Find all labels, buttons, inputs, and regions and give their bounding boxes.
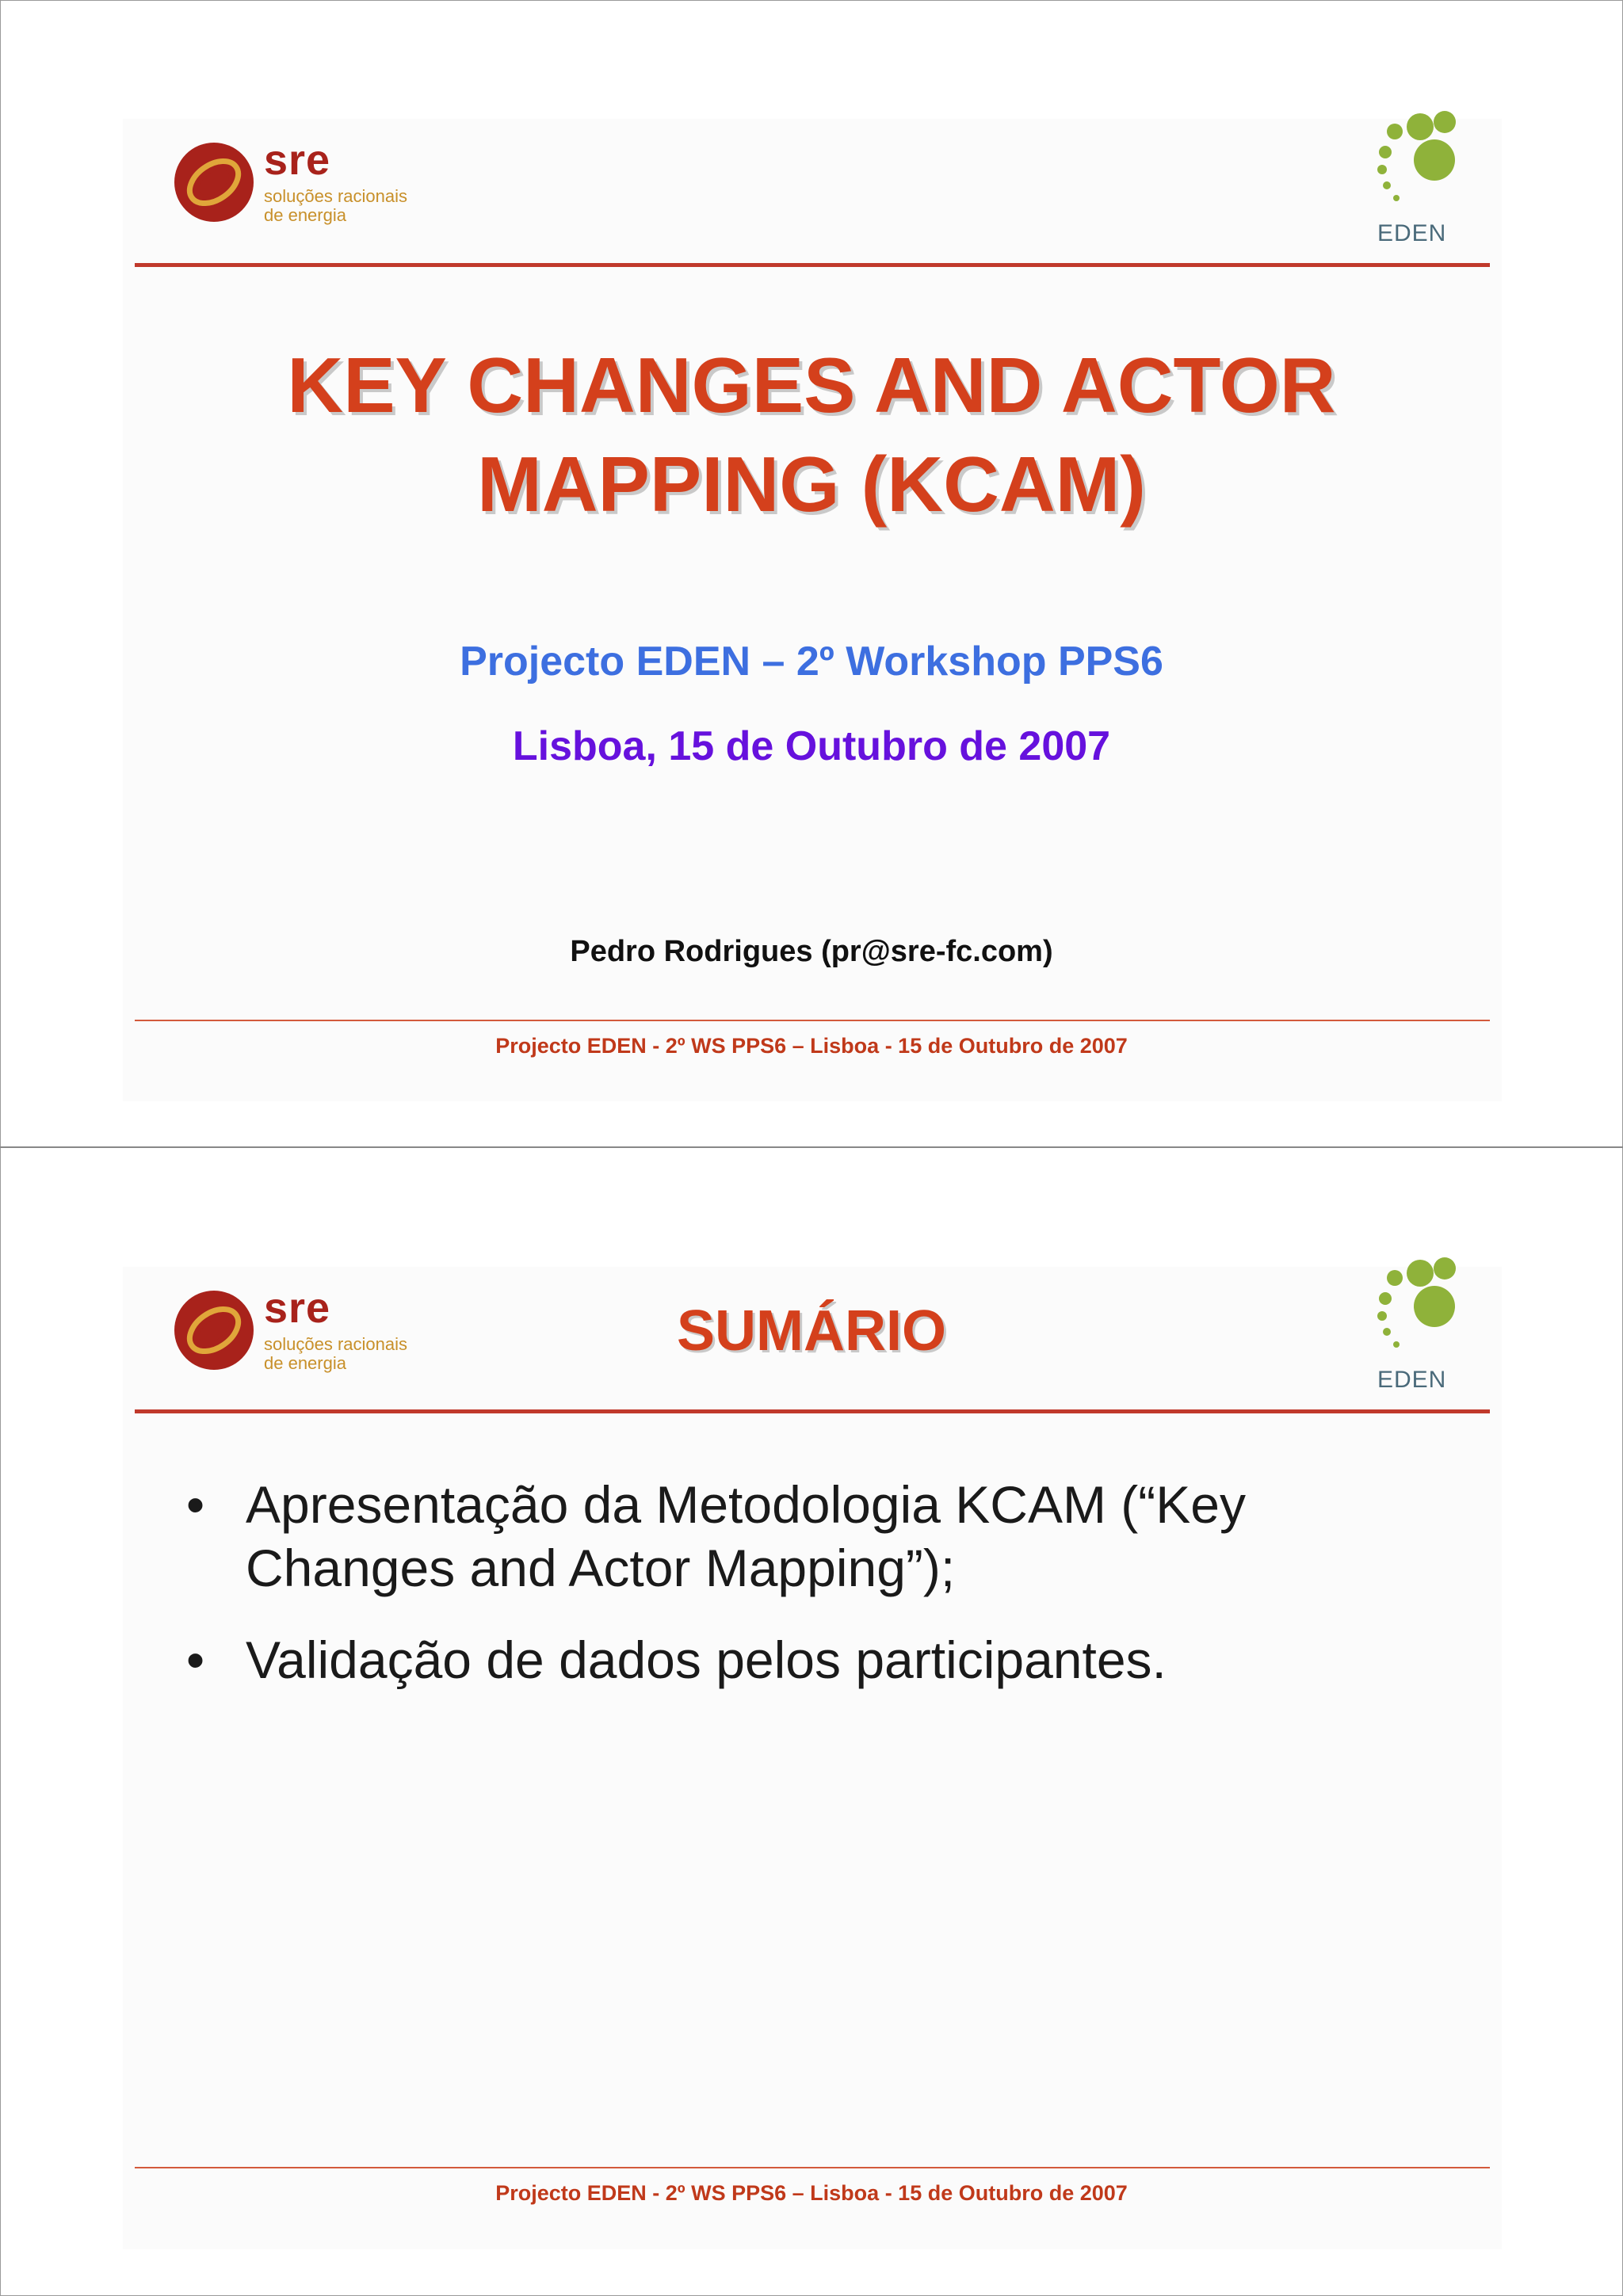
slide-title-line-2: MAPPING (KCAM) — [477, 441, 1146, 528]
footer-rule — [135, 1020, 1490, 1021]
slide-title-line-1: KEY CHANGES AND ACTOR — [287, 341, 1336, 429]
author-line: Pedro Rodrigues (pr@sre-fc.com) — [570, 935, 1053, 968]
sre-logo-tagline: de energia — [264, 1353, 346, 1373]
footer-rule — [135, 2167, 1490, 2168]
slide-sumario — [0, 1148, 1623, 2296]
eden-logo-label: EDEN — [1377, 220, 1447, 246]
header-rule — [135, 1409, 1490, 1413]
sre-logo-tagline: soluções racionais — [264, 186, 407, 206]
bullet-icon: • — [186, 1475, 205, 1534]
subtitle-date: Lisboa, 15 de Outubro de 2007 — [512, 723, 1111, 769]
eden-logo-label: EDEN — [1377, 1367, 1447, 1393]
eden-dots-icon — [1363, 103, 1462, 218]
slide-footer: Projecto EDEN - 2º WS PPS6 – Lisboa - 15 de Outubro de 2007 — [495, 2181, 1128, 2205]
sre-logo-name: sre — [264, 136, 331, 184]
sre-logo-tagline: de energia — [264, 205, 346, 225]
bullet-item — [186, 1628, 1375, 1691]
sre-logo-name: sre — [264, 1284, 331, 1332]
eden-logo — [1363, 103, 1462, 254]
sre-logo-tagline: soluções racionais — [264, 1334, 407, 1354]
bullet-text: Validação de dados pelos participantes. — [246, 1630, 1167, 1689]
header-rule — [135, 263, 1490, 267]
bullet-item — [186, 1473, 1375, 1600]
slide-title: SUMÁRIO — [677, 1299, 946, 1363]
bullet-icon: • — [186, 1630, 205, 1689]
slide-footer: Projecto EDEN - 2º WS PPS6 – Lisboa - 15 de Outubro de 2007 — [495, 1034, 1128, 1058]
subtitle-project: Projecto EDEN – 2º Workshop PPS6 — [460, 639, 1163, 685]
bullet-text: Apresentação da Metodologia KCAM (“Key Changes and Actor Mapping”); — [246, 1475, 1246, 1597]
slide-background — [123, 1267, 1502, 2249]
sre-swirl-icon — [170, 139, 258, 226]
sre-logo — [170, 136, 472, 226]
bullet-list — [186, 1473, 1375, 1720]
